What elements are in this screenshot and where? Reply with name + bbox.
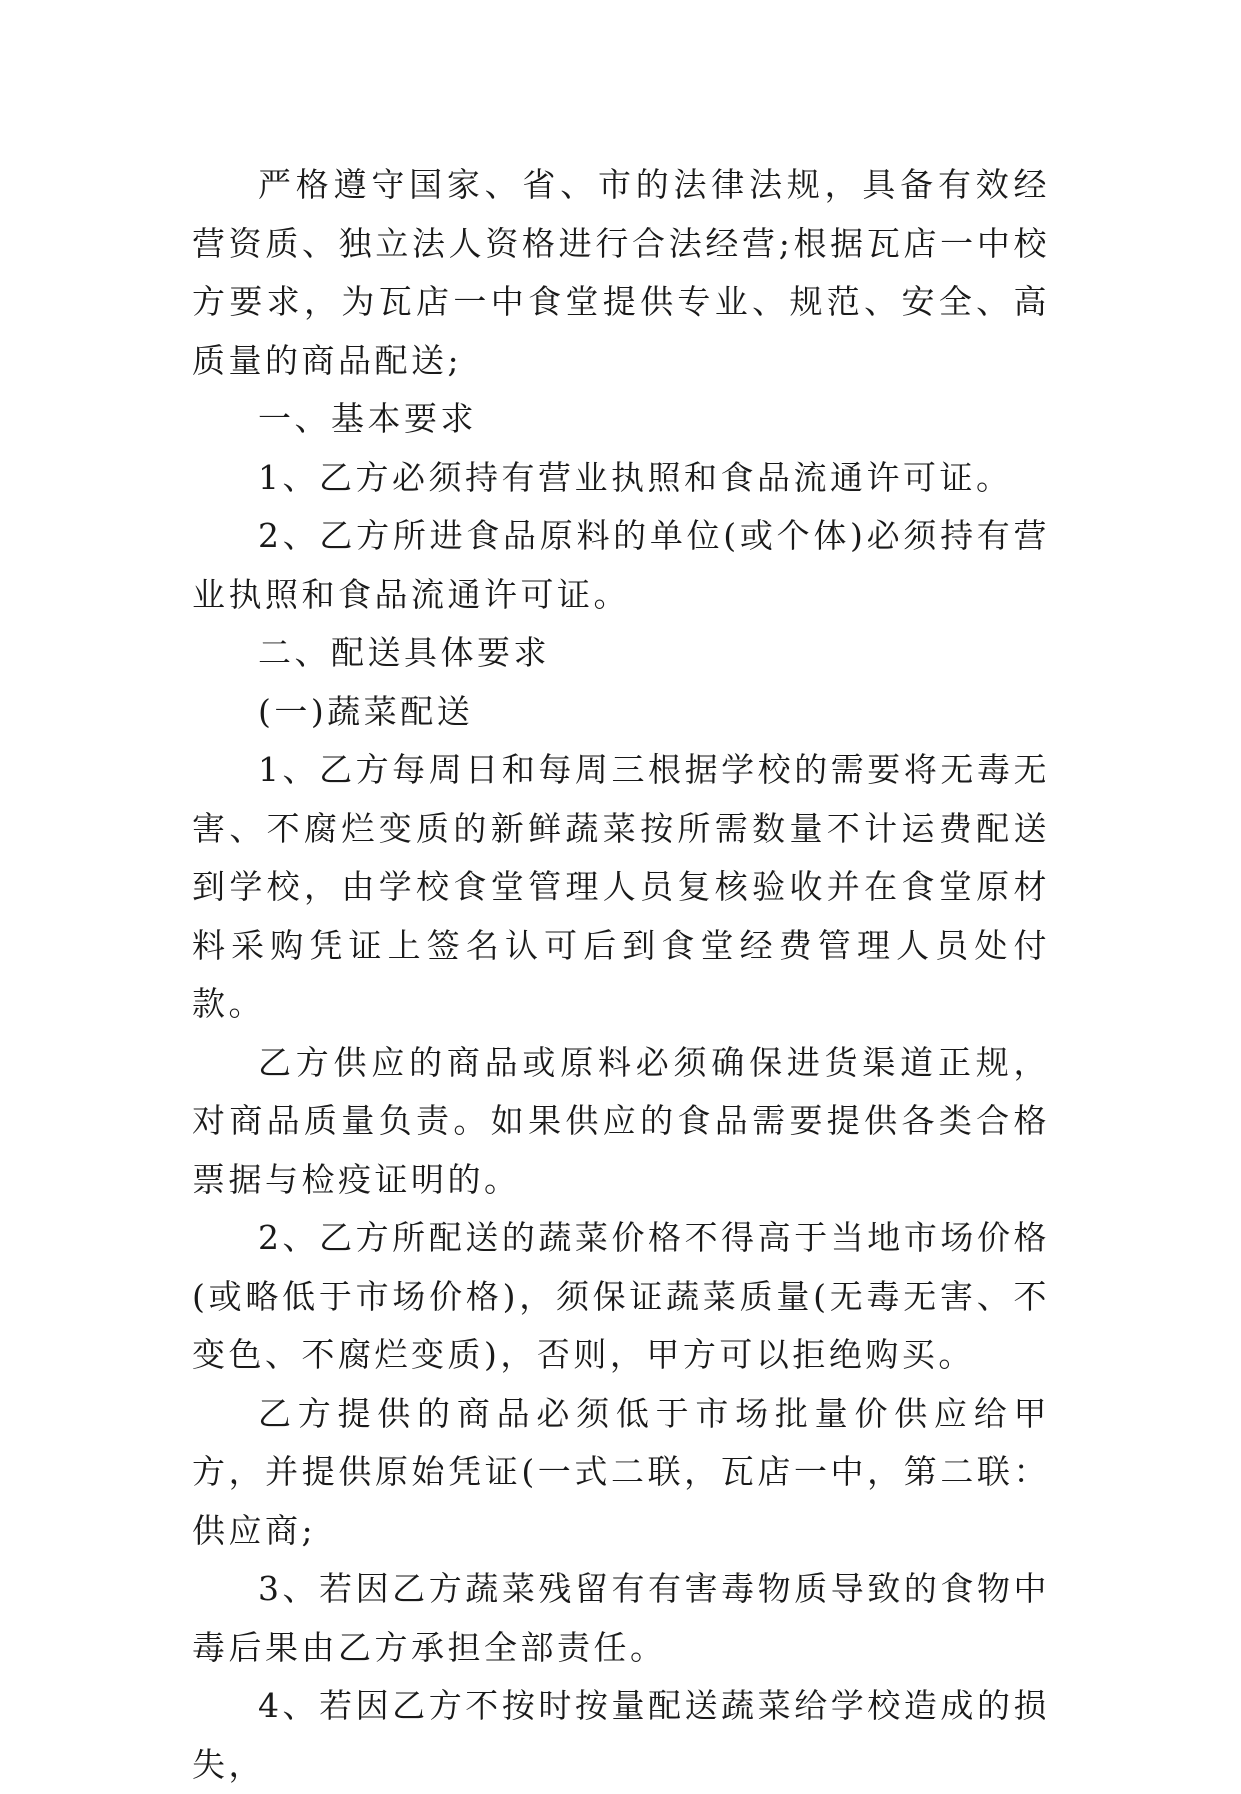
paragraph-delivery-2: 2、乙方所配送的蔬菜价格不得高于当地市场价格(或略低于市场价格)，须保证蔬菜质量(无毒无害、不变色、不腐烂变质)，否则，甲方可以拒绝购买。 <box>192 1218 1050 1374</box>
paragraph-delivery-3: 3、若因乙方蔬菜残留有有害毒物质导致的食物中毒后果由乙方承担全部责任。 <box>192 1569 1050 1667</box>
paragraph-supply-channel: 乙方供应的商品或原料必须确保进货渠道正规，对商品质量负责。如果供应的食品需要提供各类合格票据与检疫证明的。 <box>192 1042 1050 1199</box>
section-heading-basic-requirements: 一、基本要求 <box>258 399 477 438</box>
paragraph-delivery-1: 1、乙方每周日和每周三根据学校的需要将无毒无害、不腐烂变质的新鲜蔬菜按所需数量不计运费配送到学校，由学校食堂管理人员复核验收并在食堂原材料采购凭证上签名认可后到食堂经费管理人员处付款。 <box>192 750 1050 1023</box>
document-body <box>192 156 1050 1794</box>
paragraph-requirement-1: 1、乙方必须持有营业执照和食品流通许可证。 <box>258 457 1013 497</box>
paragraph-delivery-4: 4、若因乙方不按时按量配送蔬菜给学校造成的损失， <box>192 1686 1050 1784</box>
paragraph-intro: 严格遵守国家、省、市的法律法规，具备有效经营资质、独立法人资格进行合法经营;根据瓦店一中校方要求，为瓦店一中食堂提供专业、规范、安全、高质量的商品配送; <box>192 165 1050 380</box>
section-heading-delivery-requirements: 二、配送具体要求 <box>258 633 550 672</box>
paragraph-pricing: 乙方提供的商品必须低于市场批量价供应给甲方，并提供原始凭证(一式二联，瓦店一中，第二联：供应商; <box>192 1393 1050 1550</box>
subsection-heading-vegetable-delivery: (一)蔬菜配送 <box>258 691 474 731</box>
paragraph-requirement-2: 2、乙方所进食品原料的单位(或个体)必须持有营业执照和食品流通许可证。 <box>192 516 1050 614</box>
